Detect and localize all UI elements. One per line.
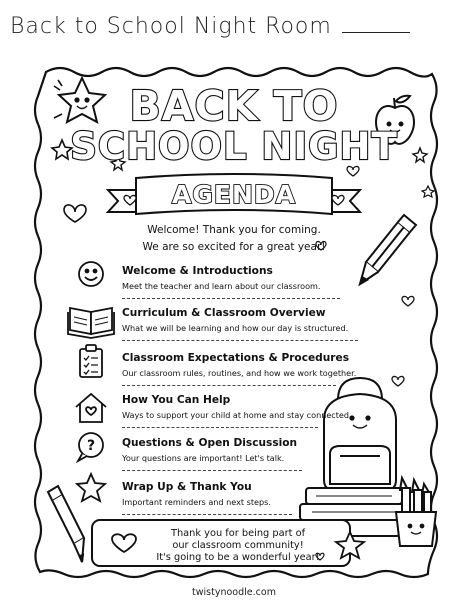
agenda-divider <box>122 470 302 471</box>
agenda-divider <box>122 514 292 515</box>
agenda-item-3-title: Classroom Expectations & Procedures <box>122 352 350 364</box>
heart-outline-left <box>64 205 86 222</box>
svg-text:?: ? <box>86 438 96 454</box>
agenda-item-6-desc: Important reminders and next steps. <box>122 497 271 507</box>
footer-site-name: twistynoodle.com <box>192 587 276 598</box>
backpack-icon <box>324 378 396 490</box>
agenda-banner-label: AGENDA <box>172 180 296 209</box>
house-heart-icon <box>76 394 106 422</box>
small-star-right-2 <box>422 186 434 197</box>
pencil-bottom-left-icon <box>48 486 84 562</box>
headline-line-1: BACK TO <box>129 82 339 130</box>
page-title-text: Back to School Night Room <box>10 14 332 39</box>
agenda-item-2-title: Curriculum & Classroom Overview <box>122 307 326 319</box>
agenda-divider <box>122 427 318 428</box>
open-book-icon <box>68 308 114 338</box>
agenda-divider <box>122 340 358 341</box>
welcome-line-1: Welcome! Thank you for coming. <box>147 224 321 236</box>
agenda-item-1-title: Welcome & Introductions <box>122 265 273 277</box>
agenda-item-1-desc: Meet the teacher and learn about our classroom. <box>122 281 321 291</box>
headline-line-2: SCHOOL NIGHT <box>70 125 398 168</box>
clipboard-checklist-icon <box>80 345 102 377</box>
agenda-item-2-desc: What we will be learning and how our day is structured. <box>122 323 349 333</box>
agenda-item-6-title: Wrap Up & Thank You <box>122 481 252 493</box>
agenda-divider <box>122 298 340 299</box>
smiley-face-icon <box>79 262 103 286</box>
heart-right-mid <box>392 376 404 386</box>
star-icon <box>77 474 105 501</box>
agenda-divider <box>122 385 336 386</box>
closing-line-3: It's going to be a wonderful year! <box>156 552 320 563</box>
heart-right-edge <box>402 296 414 306</box>
agenda-item-5-desc: Your questions are important! Let's talk. <box>122 453 285 463</box>
closing-line-1: Thank you for being part of <box>170 528 306 539</box>
pencil-cup-icon <box>396 478 436 546</box>
agenda-item-4-title: How You Can Help <box>122 394 231 406</box>
welcome-line-2: We are so excited for a great year! <box>142 241 326 253</box>
agenda-item-5-title: Questions & Open Discussion <box>122 437 298 449</box>
agenda-item-3-desc: Our classroom rules, routines, and how we work together. <box>122 368 357 378</box>
closing-line-2: our classroom community! <box>172 540 304 551</box>
agenda-item-4-desc: Ways to support your child at home and stay connected. <box>122 410 352 420</box>
question-bubble-icon <box>78 433 103 461</box>
